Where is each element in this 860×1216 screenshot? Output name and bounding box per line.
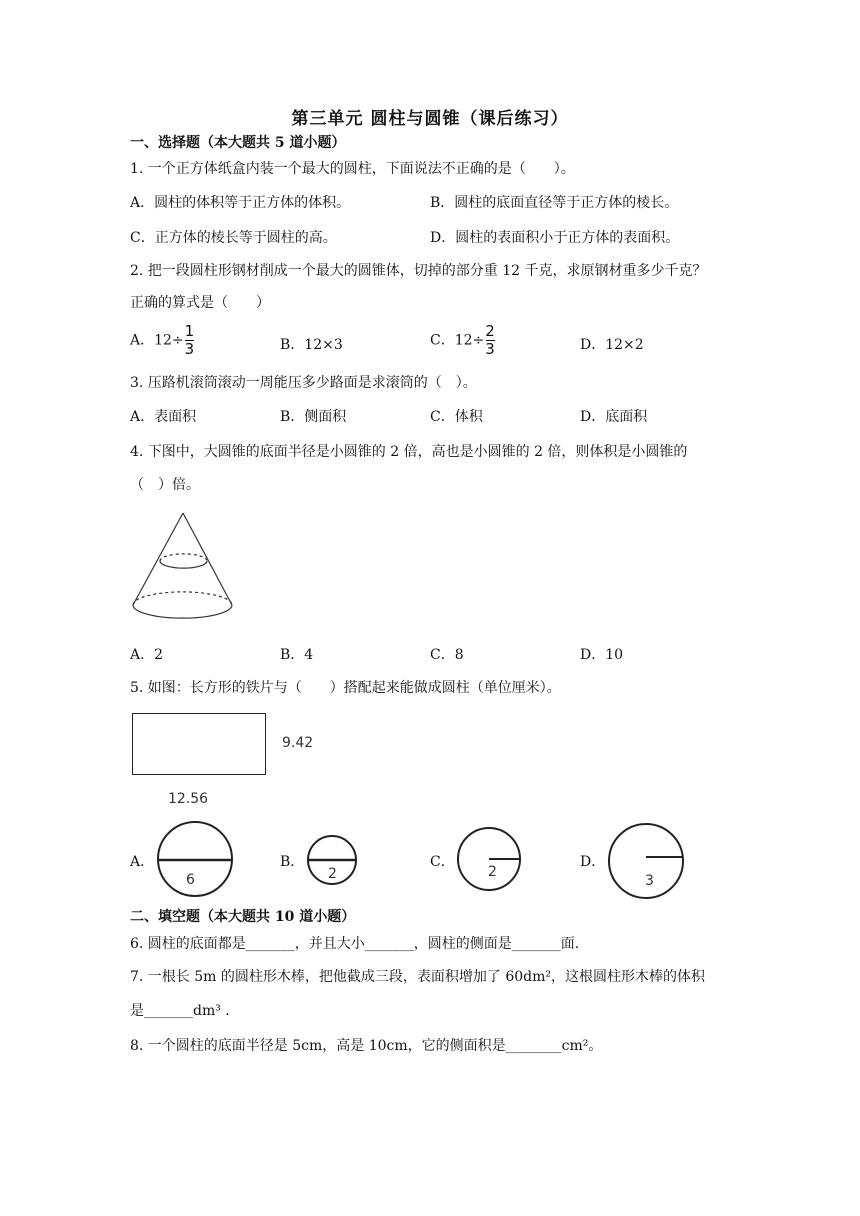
- worksheet-title: 第三单元 圆柱与圆锥（课后练习）: [291, 109, 569, 129]
- big-base-front: [133, 605, 232, 618]
- q3-option-d: D．底面积: [580, 409, 648, 425]
- fraction-denominator: 3: [485, 340, 495, 358]
- q2-option-c-text: C．12÷: [430, 332, 485, 349]
- q2-stem-line2: 正确的算式是（ ）: [130, 295, 270, 311]
- circle-c-radius-figure: [456, 826, 522, 892]
- q5-option-b: B．: [280, 854, 305, 870]
- section-choice-heading: 一、选择题（本大题共 5 道小题）: [130, 135, 346, 151]
- cone-right-edge: [183, 513, 232, 605]
- q1-option-a: A．圆柱的体积等于正方体的体积。: [130, 195, 351, 211]
- q1-stem: 1. 一个正方体纸盒内装一个最大的圆柱，下面说法不正确的是（ ）。: [130, 161, 575, 177]
- q5-option-d: D．: [580, 854, 606, 870]
- circle-c-label: 2: [488, 864, 497, 880]
- q2-stem-line1: 2. 把一段圆柱形钢材削成一个最大的圆锥体，切掉的部分重 12 千克，求原钢材重多少千克？: [130, 263, 707, 279]
- q4-option-b: B．4: [280, 647, 314, 663]
- q5-option-a: A．: [130, 854, 155, 870]
- fraction-denominator: 3: [184, 340, 195, 358]
- cone-left-edge: [133, 513, 183, 605]
- fraction-numerator: 1: [184, 322, 195, 340]
- q4-option-a: A．2: [130, 647, 164, 663]
- q2-option-a: [130, 324, 194, 357]
- q2-option-b: B．12×3: [280, 337, 343, 353]
- circle-d-radius-figure: [607, 823, 685, 899]
- circle-a-label: 6: [186, 872, 195, 888]
- q4-stem-line2: （ ）倍。: [130, 477, 200, 493]
- q4-option-c: C．8: [430, 647, 464, 663]
- rect-width-label: 12.56: [168, 791, 209, 807]
- q4-option-d: D．10: [580, 647, 624, 663]
- q3-option-a: A．表面积: [130, 409, 197, 425]
- q7-stem-line1: 7. 一根长 5m 的圆柱形木棒，把他截成三段，表面积增加了 60dm²，这根圆柱形木棒的体积: [130, 969, 706, 985]
- fraction-one-third: [185, 324, 195, 357]
- iron-sheet-rectangle: [132, 713, 266, 775]
- q7-stem-line2: 是_______dm³ .: [130, 1003, 230, 1019]
- q4-stem-line1: 4. 下图中，大圆锥的底面半径是小圆锥的 2 倍，高也是小圆锥的 2 倍，则体积是小圆锥的: [130, 444, 688, 460]
- q2-option-d: D．12×2: [580, 337, 644, 353]
- nested-cones-figure: [125, 508, 240, 628]
- circle-b-label: 2: [328, 866, 337, 882]
- q8-stem: 8. 一个圆柱的底面半径是 5cm，高是 10cm，它的侧面积是________cm²。: [130, 1038, 603, 1054]
- q1-option-c: C．正方体的棱长等于圆柱的高。: [130, 230, 337, 246]
- q1-option-d: D．圆柱的表面积小于正方体的表面积。: [430, 230, 680, 246]
- q2-option-c: [430, 324, 495, 357]
- fraction-two-thirds: [485, 324, 495, 357]
- q6-stem: 6. 圆柱的底面都是_______，并且大小_______，圆柱的侧面是_______面.: [130, 936, 580, 952]
- fraction-numerator: 2: [485, 322, 495, 340]
- circle-a-diameter-figure: [156, 822, 234, 896]
- q1-option-b: B．圆柱的底面直径等于正方体的棱长。: [430, 195, 679, 211]
- small-base-back: [160, 554, 207, 561]
- big-base-back: [133, 592, 232, 605]
- q3-option-c: C．体积: [430, 409, 483, 425]
- q2-option-a-text: A．12÷: [130, 332, 184, 349]
- circle-d-label: 3: [645, 873, 654, 889]
- q3-stem: 3. 压路机滚筒滚动一周能压多少路面是求滚筒的（ ）。: [130, 375, 477, 391]
- q3-option-b: B．侧面积: [280, 409, 347, 425]
- rect-height-label: 9.42: [282, 735, 314, 751]
- small-base-front: [160, 561, 207, 568]
- section-fill-heading: 二、填空题（本大题共 10 道小题）: [130, 909, 356, 925]
- q5-stem: 5. 如图：长方形的铁片与（ ）搭配起来能做成圆柱（单位厘米）。: [130, 680, 561, 696]
- q5-option-c: C．: [430, 854, 455, 870]
- circle-b-diameter-figure: [306, 834, 358, 886]
